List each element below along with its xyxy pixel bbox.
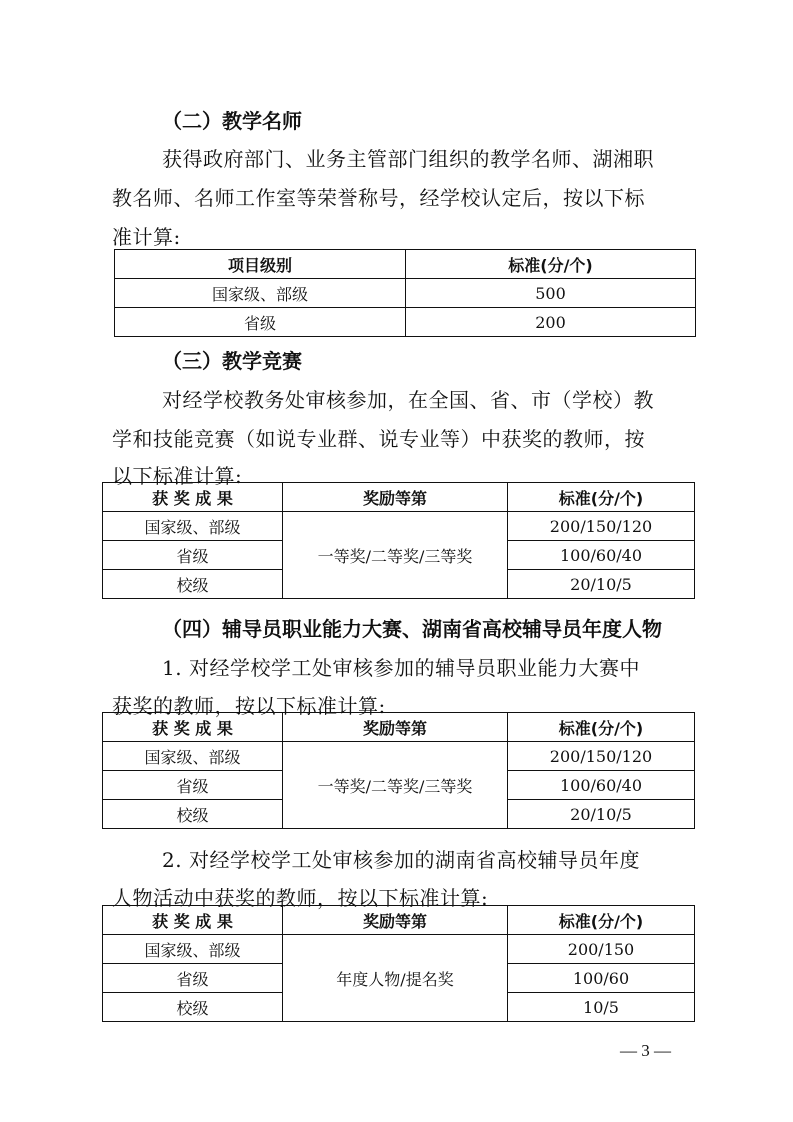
award-grade-cell: 一等奖/二等奖/三等奖 <box>283 512 508 599</box>
section-heading-counselor-competition: （四）辅导员职业能力大赛、湖南省高校辅导员年度人物 <box>162 617 662 641</box>
table-header-row <box>103 906 695 935</box>
table-cell: 200/150/120 <box>508 742 695 771</box>
table-cell: 100/60/40 <box>508 541 695 570</box>
table-cell: 校级 <box>103 993 283 1022</box>
table-header-row <box>103 483 695 512</box>
table-header-row <box>103 713 695 742</box>
table-cell: 10/5 <box>508 993 695 1022</box>
table-cell: 省级 <box>103 771 283 800</box>
table-cell: 校级 <box>103 800 283 829</box>
table-row <box>103 742 695 771</box>
paragraph-line: 1. 对经学校学工处审核参加的辅导员职业能力大赛中 <box>162 656 640 680</box>
table-cell: 100/60 <box>508 964 695 993</box>
column-header: 奖励等第 <box>283 483 508 512</box>
section-heading-teaching-competition: （三）教学竞赛 <box>162 349 302 373</box>
table-cell: 国家级、部级 <box>103 742 283 771</box>
table-cell: 500 <box>406 279 696 308</box>
paragraph-line: 以下标准计算: <box>112 464 243 488</box>
paragraph-line: 教名师、名师工作室等荣誉称号，经学校认定后，按以下标 <box>112 186 645 210</box>
award-grade-cell: 年度人物/提名奖 <box>283 935 508 1022</box>
table-header-row <box>115 250 696 279</box>
teaching-master-table <box>114 249 696 337</box>
table-cell: 100/60/40 <box>508 771 695 800</box>
table-cell: 校级 <box>103 570 283 599</box>
column-header: 标准(分/个) <box>406 250 696 279</box>
table-cell: 国家级、部级 <box>115 279 406 308</box>
table-cell: 200/150 <box>508 935 695 964</box>
table-cell: 20/10/5 <box>508 800 695 829</box>
paragraph-line: 人物活动中获奖的教师，按以下标准计算: <box>112 886 489 910</box>
paragraph-line: 获得政府部门、业务主管部门组织的教学名师、湖湘职 <box>162 147 654 171</box>
column-header: 奖励等第 <box>283 906 508 935</box>
table-cell: 国家级、部级 <box>103 512 283 541</box>
table-cell: 省级 <box>103 541 283 570</box>
table-row <box>103 512 695 541</box>
column-header: 标准(分/个) <box>508 906 695 935</box>
table-cell: 省级 <box>115 308 406 337</box>
table-cell: 200 <box>406 308 696 337</box>
award-grade-cell: 一等奖/二等奖/三等奖 <box>283 742 508 829</box>
paragraph-line: 2. 对经学校学工处审核参加的湖南省高校辅导员年度 <box>162 848 640 872</box>
paragraph-line: 准计算: <box>112 225 181 249</box>
column-header: 获 奖 成 果 <box>103 483 283 512</box>
table-cell: 国家级、部级 <box>103 935 283 964</box>
table-cell: 省级 <box>103 964 283 993</box>
column-header: 奖励等第 <box>283 713 508 742</box>
paragraph-line: 学和技能竞赛（如说专业群、说专业等）中获奖的教师，按 <box>112 427 645 451</box>
column-header: 获 奖 成 果 <box>103 906 283 935</box>
column-header: 标准(分/个) <box>508 483 695 512</box>
column-header: 获 奖 成 果 <box>103 713 283 742</box>
counselor-person-of-year-table <box>102 905 695 1022</box>
section-heading-teaching-master: （二）教学名师 <box>162 109 302 133</box>
column-header: 项目级别 <box>115 250 406 279</box>
teaching-competition-table <box>102 482 695 599</box>
table-cell: 20/10/5 <box>508 570 695 599</box>
table-row <box>115 279 696 308</box>
table-row <box>103 935 695 964</box>
page-number: — 3 — <box>620 1041 671 1060</box>
counselor-ability-table <box>102 712 695 829</box>
paragraph-line: 对经学校教务处审核参加，在全国、省、市（学校）教 <box>162 388 654 412</box>
table-cell: 200/150/120 <box>508 512 695 541</box>
paragraph-line: 获奖的教师，按以下标准计算: <box>112 694 386 718</box>
table-row <box>115 308 696 337</box>
column-header: 标准(分/个) <box>508 713 695 742</box>
